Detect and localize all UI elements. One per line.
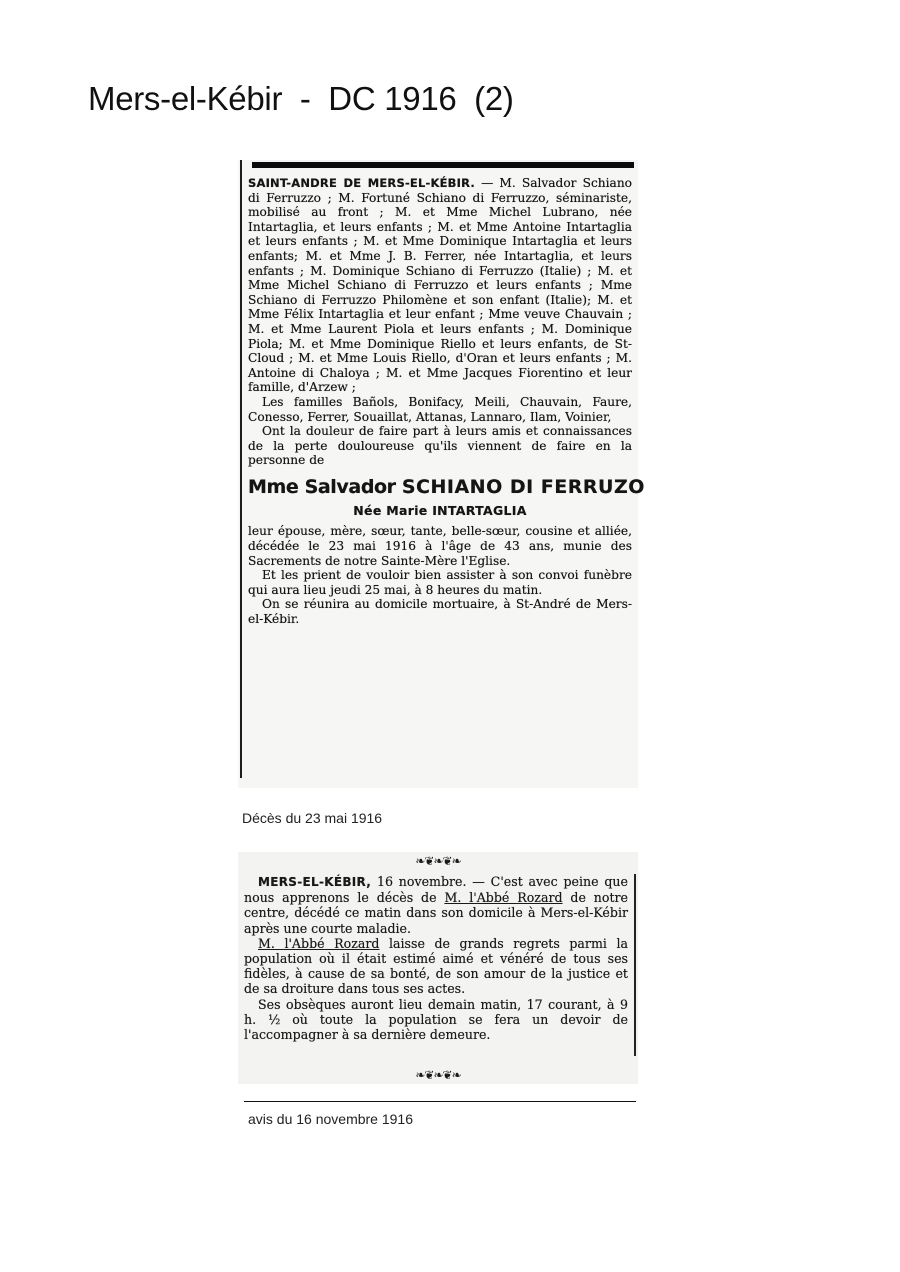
caption-death-notice: Décès du 23 mai 1916 xyxy=(242,810,383,826)
clipping-top-rule xyxy=(252,162,634,168)
deceased-surname: SCHIANO DI FERRUZO xyxy=(401,475,645,498)
death-notice-text xyxy=(248,176,645,627)
notice-family-list: — M. Salvador Schiano di Ferruzzo ; M. Fortuné Schiano di Ferruzzo, séminariste, mobilisé au front ; M. et Mme Michel Lubrano, née Intartaglia, et leurs enfants ; M. et Mme Antoine Intartaglia et leurs enfants ; M. et Mme Dominique Intartaglia et leurs enfants; M. et Mme J. B. Ferrer, née Intartaglia, et leurs enfants ; M. Dominique Schiano di Ferruzzo (Italie) ; M. et Mme Michel Schiano di Ferruzzo et leurs enfants ; Mme Schiano di Ferruzzo Philomène et son enfant (Italie); M. et Mme Félix Intartaglia et leur enfant ; Mme veuve Chauvain ; M. et Mme Laurent Piola et leurs enfants ; M. Dominique Piola; M. et Mme Dominique Riello et leurs enfants, de St-Cloud ; M. et Mme Louis Riello, d'Oran et leurs enfants ; M. Antoine di Chaloya ; M. et Mme Jacques Fiorentino et leur famille, d'Arzew ; xyxy=(248,176,632,395)
news-p1-end: de notre centre, décédé ce matin dans son domicile à Mers-el-Kébir après une courte maladie. xyxy=(244,890,629,936)
notice-announcement: Ont la douleur de faire part à leurs amis et connaissances de la perte douloureuse qu'ils viennent de faire en la personne de xyxy=(248,424,632,468)
page-title: Mers-el-Kébir - DC 1916 (2) xyxy=(88,80,514,117)
ornament-bottom-icon: ❧❦❧❦❧ xyxy=(415,1068,461,1082)
news-p1-text: 16 novembre. — C'est avec peine que nous apprenons le décès de xyxy=(244,874,628,906)
notice-intro xyxy=(248,176,632,395)
news-paragraph-2 xyxy=(244,936,628,997)
deceased-maiden-name: Née Marie INTARTAGLIA xyxy=(353,502,527,518)
news-abbe-name-1: M. l'Abbé Rozard xyxy=(444,890,563,906)
notice-place: SAINT-ANDRE DE MERS-EL-KÉBIR. xyxy=(248,176,475,190)
news-paragraph-3: Ses obsèques auront lieu demain matin, 17 courant, à 9 h. ½ où toute la population se fera un devoir de l'accompagner à sa dernière demeure. xyxy=(244,996,628,1043)
deceased-name xyxy=(248,474,645,500)
news-notice-text xyxy=(244,874,628,1042)
news-paragraph-1 xyxy=(244,874,628,936)
notice-funeral-invite: Et les prient de vouloir bien assister à son convoi funèbre qui aura lieu jeudi 25 mai, à 8 heures du matin. xyxy=(248,568,632,597)
clipping-right-rule xyxy=(634,874,636,1056)
news-abbe-name-2: M. l'Abbé Rozard xyxy=(258,935,380,951)
ornament-top-icon: ❧❦❧❦❧ xyxy=(415,854,461,868)
clipping-left-rule xyxy=(240,160,242,778)
death-notice-clipping xyxy=(238,160,645,788)
news-place: MERS-EL-KÉBIR, xyxy=(258,875,372,889)
news-notice-clipping xyxy=(238,852,638,1084)
notice-families: Les familles Bañols, Bonifacy, Meili, Chauvain, Faure, Conesso, Ferrer, Souaillat, Attanas, Lannaro, Ilam, Voinier, xyxy=(248,394,632,424)
news-p2-text: laisse de grands regrets parmi la population où il était estimé aimé et vénéré de tous ses fidèles, à cause de sa bonté, de son amour de la justice et de sa droiture dans tous ses actes. xyxy=(244,935,628,997)
caption-news-notice: avis du 16 novembre 1916 xyxy=(248,1111,413,1127)
caption-divider xyxy=(244,1101,636,1102)
notice-meeting-place: On se réunira au domicile mortuaire, à St-André de Mers-el-Kébir. xyxy=(248,597,632,627)
deceased-name-prefix: Mme Salvador xyxy=(248,475,402,498)
notice-details: leur épouse, mère, sœur, tante, belle-sœur, cousine et alliée, décédée le 23 mai 1916 à l'âge de 43 ans, munie des Sacrements de notre Sainte-Mère l'Eglise. xyxy=(248,524,632,568)
